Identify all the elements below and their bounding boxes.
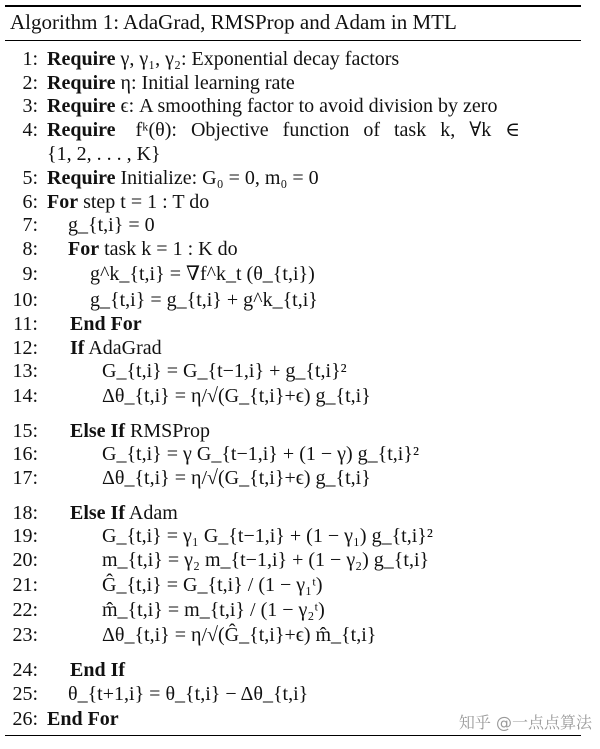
line-text: Δθ_{t,i} = η/√(G_{t,i}+ϵ) g_{t,i} xyxy=(102,385,371,407)
algo-line-24 xyxy=(0,657,590,683)
line-number: 25: xyxy=(12,683,38,705)
line-number: 10: xyxy=(12,289,38,311)
line-text: G_{t,i} = G_{t−1,i} + g_{t,i}² xyxy=(102,360,347,382)
line-text: γ, γ₁, γ₂: Exponential decay factors xyxy=(120,48,400,70)
line-text: m_{t,i} = γ₂ m_{t−1,i} + (1 − γ₂) g_{t,i} xyxy=(102,549,430,571)
line-text: task k = 1 : K do xyxy=(104,238,238,260)
line-number: 15: xyxy=(12,420,38,442)
algo-line-14 xyxy=(0,383,590,409)
line-text: AdaGrad xyxy=(88,337,162,359)
algo-line-25 xyxy=(0,681,590,707)
algo-line-4 xyxy=(0,117,590,143)
line-text: fᵏ(θ): Objective function of task k, ∀k ∈ xyxy=(135,119,521,141)
keyword: Require xyxy=(47,119,116,141)
line-number: 13: xyxy=(12,360,38,382)
keyword: Require xyxy=(47,95,116,117)
line-number: 12: xyxy=(12,337,38,359)
algo-line-3 xyxy=(0,93,590,119)
line-text: g_{t,i} = g_{t,i} + g^k_{t,i} xyxy=(90,289,318,311)
algo-line-1 xyxy=(0,46,590,72)
algo-line-4-continuation xyxy=(0,141,590,167)
line-number: 14: xyxy=(12,385,38,407)
keyword: Else If xyxy=(70,502,125,524)
line-text: η: Initial learning rate xyxy=(120,72,295,94)
line-text: Δθ_{t,i} = η/√(G_{t,i}+ϵ) g_{t,i} xyxy=(102,467,371,489)
algo-line-8 xyxy=(0,236,590,262)
algo-line-10 xyxy=(0,287,590,313)
line-text: g_{t,i} = 0 xyxy=(68,214,155,236)
line-text: Δθ_{t,i} = η/√(Ĝ_{t,i}+ϵ) m̂_{t,i} xyxy=(102,624,377,646)
keyword: Else If xyxy=(70,420,125,442)
line-number: 24: xyxy=(12,659,38,681)
line-number: 4: xyxy=(22,119,38,141)
line-number: 5: xyxy=(22,167,38,189)
line-number: 7: xyxy=(22,214,38,236)
line-number: 6: xyxy=(22,191,38,213)
line-number: 9: xyxy=(22,263,38,285)
algo-line-21 xyxy=(0,572,590,598)
line-number: 26: xyxy=(12,708,38,730)
algo-line-13 xyxy=(0,358,590,384)
keyword: Require xyxy=(47,167,116,189)
keyword: If xyxy=(70,337,85,359)
line-text: g^k_{t,i} = ∇f^k_t (θ_{t,i}) xyxy=(90,263,315,285)
line-text: θ_{t+1,i} = θ_{t,i} − Δθ_{t,i} xyxy=(68,683,309,705)
keyword: Require xyxy=(47,72,116,94)
keyword: End For xyxy=(47,708,119,730)
keyword: For xyxy=(47,191,79,213)
watermark: 知乎 @一点点算法 xyxy=(458,713,592,732)
line-text: G_{t,i} = γ₁ G_{t−1,i} + (1 − γ₁) g_{t,i}² xyxy=(102,525,433,547)
line-number: 1: xyxy=(22,48,38,70)
line-number: 18: xyxy=(12,502,38,524)
algo-line-23 xyxy=(0,622,590,648)
line-text: ϵ: A smoothing factor to avoid division by zero xyxy=(120,95,498,117)
keyword: End If xyxy=(70,659,126,681)
line-text: Adam xyxy=(128,502,178,524)
algo-line-19 xyxy=(0,523,590,549)
algo-line-5 xyxy=(0,165,590,191)
line-text: G_{t,i} = γ G_{t−1,i} + (1 − γ) g_{t,i}² xyxy=(102,443,419,465)
line-number: 3: xyxy=(22,95,38,117)
algo-line-20 xyxy=(0,547,590,573)
line-text: {1, 2, . . . , K} xyxy=(47,143,161,165)
algo-line-9 xyxy=(0,261,590,287)
bottom-rule xyxy=(5,735,581,736)
keyword: For xyxy=(68,238,100,260)
algorithm-title: Algorithm 1: AdaGrad, RMSProp and Adam in MTL xyxy=(10,10,457,34)
algo-line-7 xyxy=(0,212,590,238)
algo-line-11 xyxy=(0,311,590,337)
line-text: step t = 1 : T do xyxy=(83,191,210,213)
line-number: 2: xyxy=(22,72,38,94)
line-number: 19: xyxy=(12,525,38,547)
line-text: RMSProp xyxy=(130,420,211,442)
line-number: 23: xyxy=(12,624,38,646)
line-number: 11: xyxy=(13,313,38,335)
keyword: Require xyxy=(47,48,116,70)
line-number: 22: xyxy=(12,599,38,621)
algo-line-22 xyxy=(0,597,590,623)
line-number: 16: xyxy=(12,443,38,465)
line-text: m̂_{t,i} = m_{t,i} / (1 − γ₂ᵗ) xyxy=(102,599,325,621)
line-number: 8: xyxy=(22,238,38,260)
top-rule xyxy=(5,5,581,7)
line-text: Ĝ_{t,i} = G_{t,i} / (1 − γ₁ᵗ) xyxy=(102,574,323,596)
algo-line-17 xyxy=(0,465,590,491)
line-text: Initialize: G₀ = 0, m₀ = 0 xyxy=(120,167,319,189)
keyword: End For xyxy=(70,313,142,335)
line-number: 21: xyxy=(12,574,38,596)
line-number: 20: xyxy=(12,549,38,571)
algo-line-16 xyxy=(0,441,590,467)
title-rule xyxy=(5,40,581,41)
line-number: 17: xyxy=(12,467,38,489)
